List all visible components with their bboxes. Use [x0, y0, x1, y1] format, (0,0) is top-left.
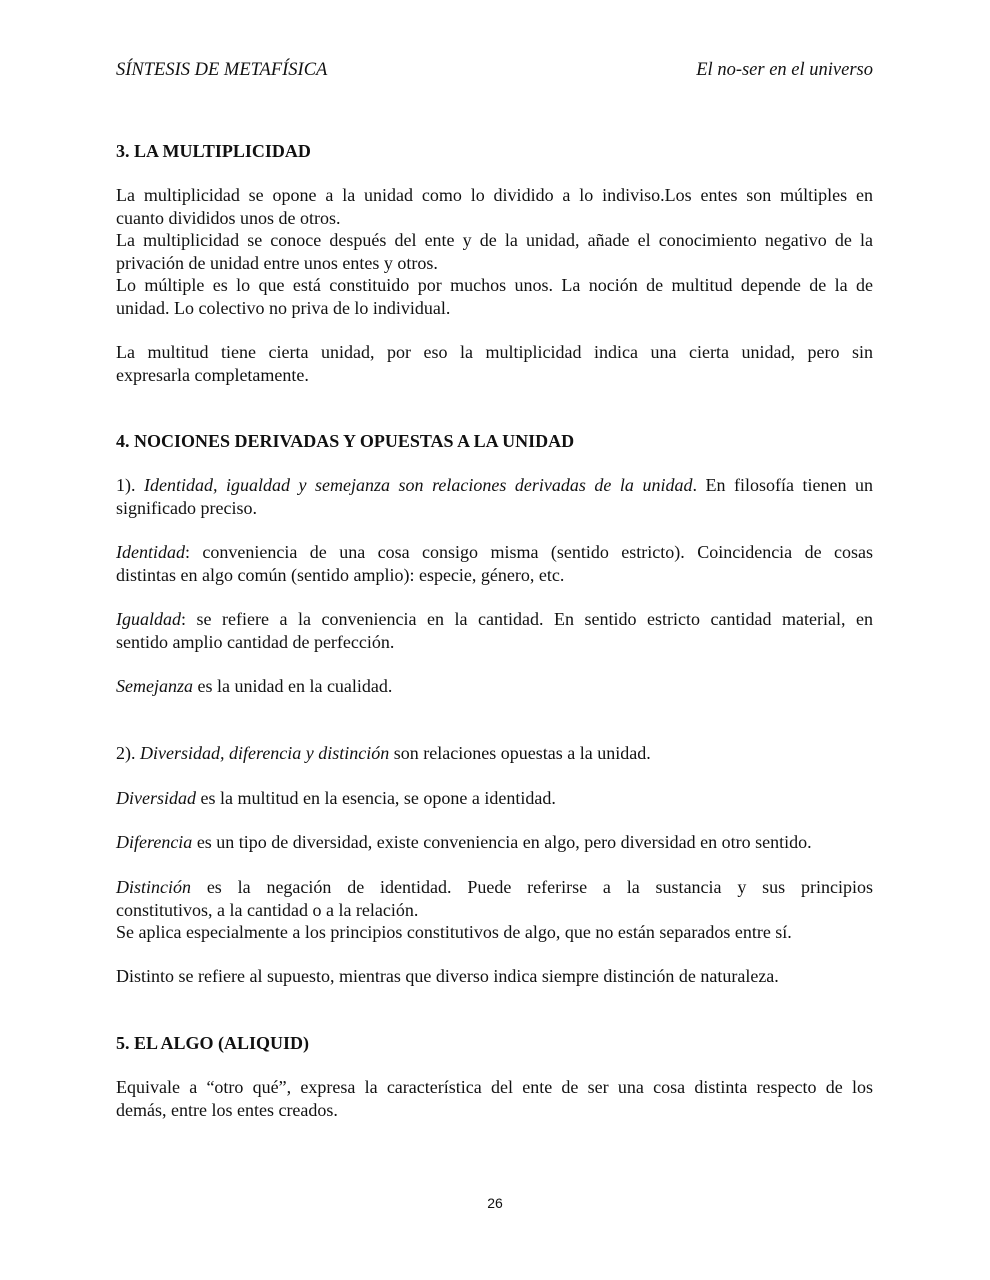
paragraph-line: constitutivos, a la cantidad o a la relación.	[116, 899, 419, 920]
term: Igualdad	[116, 609, 181, 629]
item-emphasis: Identidad, igualdad y semejanza son relaciones derivadas de la unidad	[144, 475, 693, 495]
paragraph-line: cuanto divididos unos de otros.	[116, 207, 341, 228]
item-emphasis: Diversidad, diferencia y distinción	[140, 743, 390, 763]
definition-text: : conveniencia de una cosa consigo misma (sentido estricto). Coincidencia de cosas	[185, 542, 873, 562]
paragraph-line	[116, 474, 873, 497]
term: Diferencia	[116, 832, 193, 852]
definition-igualdad	[116, 608, 873, 653]
section-3-paragraph-1	[116, 184, 873, 319]
term: Identidad	[116, 542, 185, 562]
definition-diversidad	[116, 787, 873, 810]
paragraph-line: La multitud tiene cierta unidad, por eso la multiplicidad indica una cierta unidad, pero sin	[116, 342, 873, 362]
item-number: 1).	[116, 475, 145, 495]
paragraph-line	[116, 742, 873, 765]
paragraph-line	[116, 787, 873, 810]
term: Diversidad	[116, 788, 196, 808]
paragraph-line	[116, 675, 873, 698]
item-number: 2).	[116, 743, 140, 763]
paragraph-line: Lo múltiple es lo que está constituido por muchos unos. La noción de multitud depende de la de	[116, 275, 873, 295]
paragraph-line: significado preciso.	[116, 497, 257, 518]
section-4-item-1	[116, 474, 873, 519]
section-4-heading: 4. NOCIONES DERIVADAS Y OPUESTAS A LA UNIDAD	[116, 431, 575, 451]
definition-diferencia	[116, 831, 873, 854]
definition-text: es la unidad en la cualidad.	[192, 676, 393, 696]
paragraph-line: Equivale a “otro qué”, expresa la característica del ente de ser una cosa distinta respecto de los	[116, 1077, 873, 1097]
paragraph-line: La multiplicidad se opone a la unidad como lo dividido a lo indiviso.Los entes son múltiples en	[116, 185, 873, 205]
paragraph-line: demás, entre los entes creados.	[116, 1099, 338, 1120]
section-5-heading: 5. EL ALGO (ALIQUID)	[116, 1033, 310, 1053]
running-header-chapter: El no-ser en el universo	[696, 60, 873, 80]
paragraph-line: La multiplicidad se conoce después del ente y de la unidad, añade el conocimiento negativo de la	[116, 230, 873, 250]
paragraph-line	[116, 608, 873, 631]
item-text: . En filosofía tienen un	[692, 475, 873, 495]
paragraph-line: sentido amplio cantidad de perfección.	[116, 631, 395, 652]
item-text: son relaciones opuestas a la unidad.	[389, 743, 651, 763]
paragraph-line: Se aplica especialmente a los principios constitutivos de algo, que no están separados entre sí.	[116, 922, 792, 942]
section-4-item-2	[116, 742, 873, 765]
section-3-paragraph-2	[116, 341, 873, 386]
definition-identidad	[116, 541, 873, 586]
section-5-paragraph-1	[116, 1076, 873, 1121]
definition-text: es la multitud en la esencia, se opone a identidad.	[196, 788, 556, 808]
paragraph-line	[116, 541, 873, 564]
paragraph-line: Distinto se refiere al supuesto, mientras que diverso indica siempre distinción de naturaleza.	[116, 966, 779, 986]
paragraph-line: expresarla completamente.	[116, 364, 309, 385]
paragraph-line: privación de unidad entre unos entes y otros.	[116, 252, 438, 273]
paragraph-line: distintas en algo común (sentido amplio): especie, género, etc.	[116, 564, 565, 585]
distinto-paragraph	[116, 965, 873, 988]
paragraph-line	[116, 876, 873, 899]
page-number: 26	[487, 1195, 503, 1211]
paragraph-line: unidad. Lo colectivo no priva de lo individual.	[116, 297, 451, 318]
definition-text: es un tipo de diversidad, existe conveniencia en algo, pero diversidad en otro sentido.	[192, 832, 812, 852]
term: Distinción	[116, 877, 191, 897]
paragraph-line	[116, 831, 873, 854]
definition-semejanza	[116, 675, 873, 698]
definition-distincion	[116, 876, 873, 944]
running-header-title: SÍNTESIS DE METAFÍSICA	[116, 60, 328, 80]
definition-text: : se refiere a la conveniencia en la cantidad. En sentido estricto cantidad material, en	[181, 609, 873, 629]
term: Semejanza	[116, 676, 193, 696]
section-3-heading: 3. LA MULTIPLICIDAD	[116, 141, 311, 161]
definition-text: es la negación de identidad. Puede referirse a la sustancia y sus principios	[191, 877, 873, 897]
